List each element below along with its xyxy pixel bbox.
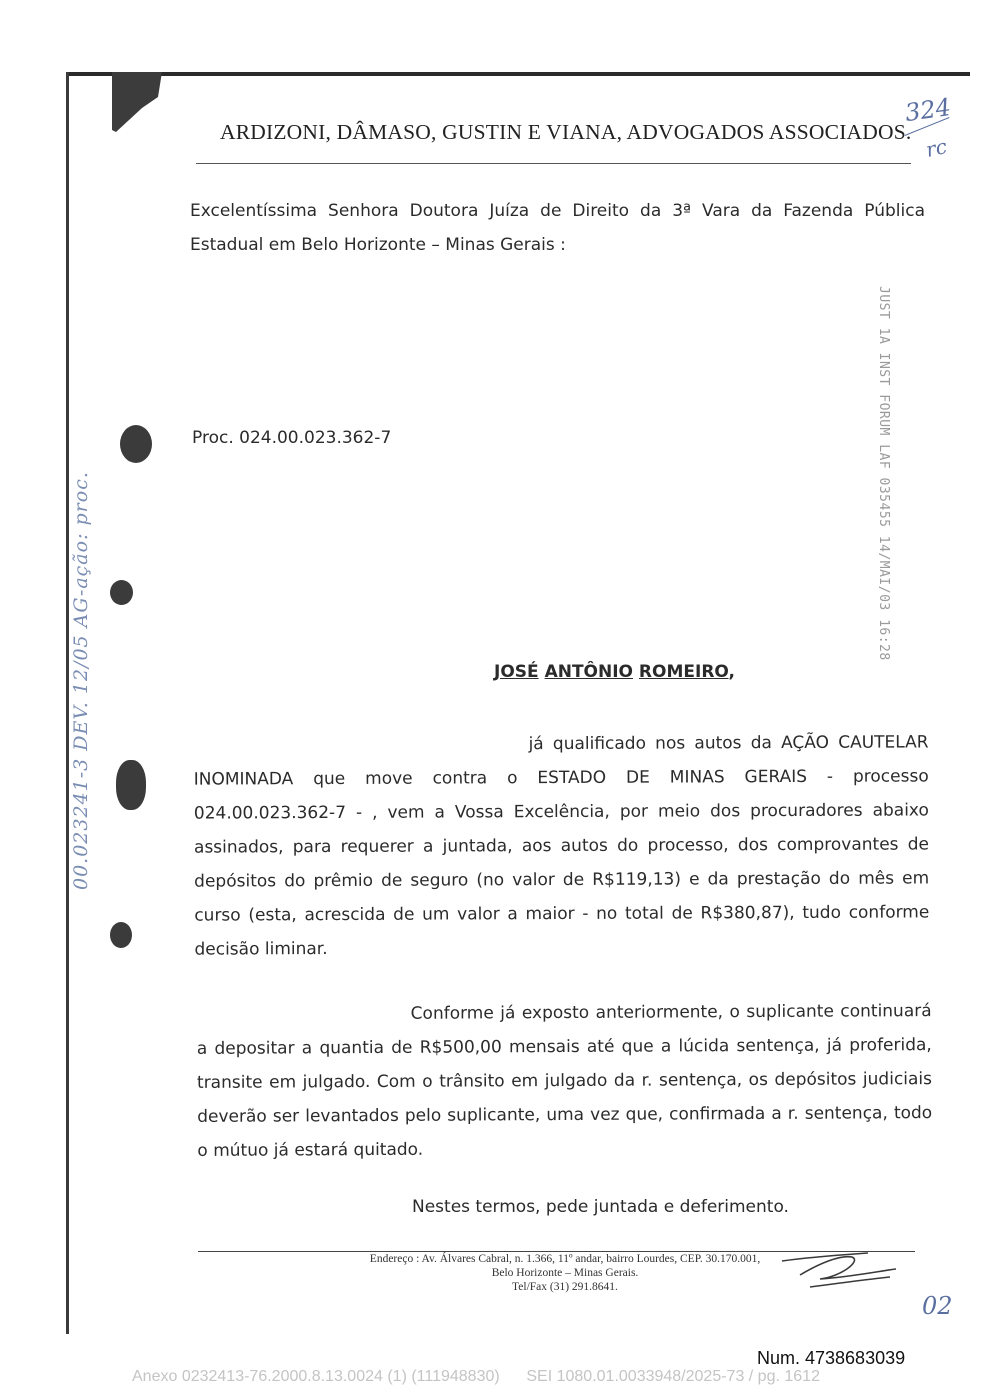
scan-left-border (66, 72, 69, 1334)
handwritten-page-number: 324 (903, 92, 953, 128)
process-reference: Proc. 024.00.023.362-7 (192, 428, 392, 448)
scan-corner-shadow (112, 72, 162, 132)
paragraph-2-text: Conforme já exposto anteriormente, o suplicante continuará a depositar a quantia de R$500,00 mensais até que a lúcida sentença, já proferida, transite em julgado. Com o trânsito em julgado da r. sentença, os depósitos judiciais deverão ser levantados pelo suplicante, uma vez que, confirmada a r. sentença, todo o mútuo já estará quitado. (196, 1001, 933, 1161)
closing-line: Nestes termos, pede juntada e deferimento. (412, 1197, 789, 1217)
footer-line-1: Endereço : Av. Álvares Cabral, n. 1.366, 11º andar, bairro Lourdes, CEP. 30.170.001, (369, 1253, 761, 1265)
punch-hole (116, 760, 146, 810)
punch-hole (110, 580, 133, 605)
court-stamp-text: JUST 1A INST FORUM LAF 035455 14/MAI/03 16:28 (876, 286, 891, 661)
paragraph-2 (197, 994, 933, 1168)
signature (780, 1243, 900, 1293)
scan-top-border (67, 72, 970, 76)
paragraph-1 (193, 725, 929, 966)
court-stamp (876, 286, 906, 661)
firm-name: ARDIZONI, DÂMASO, GUSTIN E VIANA, ADVOGADOS ASSOCIADOS. (220, 120, 912, 144)
party-name (494, 662, 735, 682)
footer-address (330, 1252, 800, 1294)
party-name-first: JOSÉ (494, 662, 539, 682)
party-name-middle: ANTÔNIO (544, 662, 633, 682)
punch-hole (120, 425, 152, 463)
party-name-last: ROMEIRO (638, 662, 729, 682)
footer-line-2: Belo Horizonte – Minas Gerais. (491, 1267, 639, 1279)
handwritten-initials: rc (923, 134, 950, 162)
handwritten-bottom-initial: 02 (922, 1292, 953, 1320)
party-name-suffix: , (728, 662, 735, 682)
document-number: Num. 4738683039 (757, 1348, 906, 1368)
footer-line-3: Tel/Fax (31) 291.8641. (512, 1281, 618, 1293)
punch-hole (110, 922, 132, 948)
side-annotation (70, 380, 110, 900)
header-rule (196, 163, 911, 164)
side-annotation-text: 00.023241-3 DEV. 12/05 AG-ação: proc. (70, 471, 92, 890)
addressee: Excelentíssima Senhora Doutora Juíza de Direito da 3ª Vara da Fazenda Pública Estadual em Belo Horizonte – Minas Gerais : (190, 201, 925, 255)
page-watermark: Anexo 0232413-76.2000.8.13.0024 (1) (111948830) SEI 1080.01.0033948/2025-73 / pg. 1612 (132, 1368, 820, 1385)
paragraph-1-text: já qualificado nos autos da AÇÃO CAUTELAR INOMINADA que move contra o ESTADO DE MINAS GERAIS - processo 024.00.023.362-7 - , vem a Vossa Excelência, por meio dos procuradores abaixo assinados, para requerer a juntada, aos autos do processo, dos comprovantes de depósitos do prêmio de seguro (no valor de R$119,13) e da prestação do mês em curso (esta, acrescida de um valor a maior - no total de R$380,87), tudo conforme decisão liminar. (193, 732, 930, 960)
